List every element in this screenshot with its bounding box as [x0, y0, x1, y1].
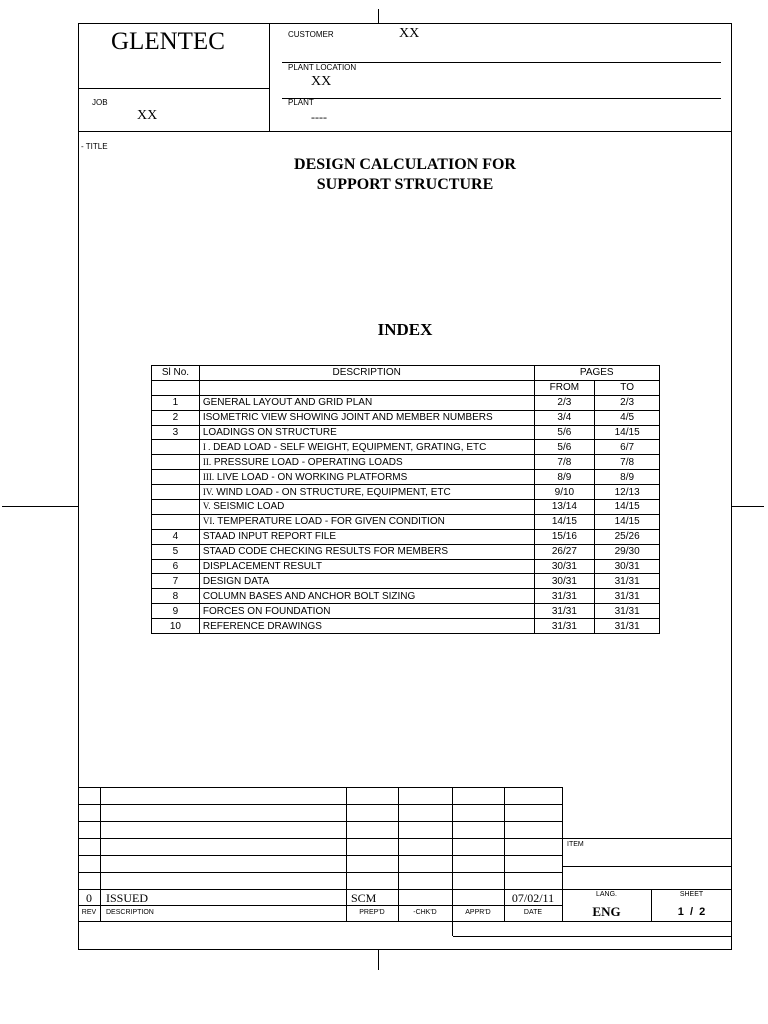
index-sl [152, 440, 200, 455]
rev-date: 07/02/11 [511, 891, 555, 905]
index-row [152, 574, 660, 589]
company-block-line [78, 88, 269, 89]
index-row [152, 619, 660, 634]
index-sl [152, 500, 200, 515]
plant-location-line [282, 98, 721, 99]
index-description [199, 440, 534, 455]
index-to: 2/3 [595, 395, 660, 410]
sheet-value: 1 / 2 [677, 906, 706, 918]
index-row [152, 500, 660, 515]
index-row [152, 604, 660, 619]
registration-mark-bottom [378, 950, 379, 970]
col-to-header: TO [595, 380, 660, 395]
index-sl: 1 [152, 395, 200, 410]
index-to: 31/31 [595, 604, 660, 619]
registration-mark-left [2, 506, 78, 507]
index-header-row [152, 366, 660, 381]
index-sl [152, 470, 200, 485]
index-to: 4/5 [595, 410, 660, 425]
index-from: 31/31 [534, 604, 595, 619]
registration-mark-top [378, 9, 379, 23]
index-row [152, 529, 660, 544]
index-from: 9/10 [534, 485, 595, 500]
index-description [199, 604, 534, 619]
index-sl [152, 455, 200, 470]
index-sl: 9 [152, 604, 200, 619]
index-row [152, 455, 660, 470]
description-label: DESCRIPTION [106, 909, 154, 916]
index-description [199, 470, 534, 485]
index-to: 14/15 [595, 514, 660, 529]
apprd-label: APPR'D [465, 909, 491, 916]
prepd-label: PREP'D [359, 909, 385, 916]
index-sl: 8 [152, 589, 200, 604]
index-sl [152, 485, 200, 500]
description-text: ISOMETRIC VIEW SHOWING JOINT AND MEMBER NUMBERS [202, 412, 493, 424]
index-from: 31/31 [534, 589, 595, 604]
index-from: 2/3 [534, 395, 595, 410]
plant-label: PLANT [288, 98, 314, 107]
description-text: LOADINGS ON STRUCTURE [202, 427, 337, 438]
index-description [199, 485, 534, 500]
company-name: GLENTEC [111, 28, 225, 55]
index-to: 7/8 [595, 455, 660, 470]
rev-line [78, 838, 732, 839]
col-sl-header: Sl No. [152, 366, 200, 381]
plant-value: ---- [311, 110, 327, 124]
header-divider [269, 23, 270, 131]
index-to: 14/15 [595, 500, 660, 515]
index-from: 3/4 [534, 410, 595, 425]
description-text: REFERENCE DRAWINGS [202, 620, 322, 632]
index-row [152, 470, 660, 485]
index-heading: INDEX [377, 320, 433, 339]
index-row [152, 425, 660, 440]
rev-col-line [398, 787, 399, 921]
description-text: SEISMIC LOAD [213, 501, 285, 513]
index-to: 29/30 [595, 544, 660, 559]
index-description [199, 559, 534, 574]
index-description [199, 619, 534, 634]
index-sl [152, 514, 200, 529]
index-description [199, 589, 534, 604]
index-from: 26/27 [534, 544, 595, 559]
document-title-line1: DESIGN CALCULATION FOR [294, 156, 516, 173]
index-from: 5/6 [534, 440, 595, 455]
rev-line [78, 889, 732, 890]
description-text: COLUMN BASES AND ANCHOR BOLT SIZING [202, 590, 416, 602]
index-to: 12/13 [595, 485, 660, 500]
index-to: 31/31 [595, 574, 660, 589]
index-description [199, 395, 534, 410]
rev-line [78, 787, 562, 788]
customer-value: XX [399, 26, 420, 41]
rev-prepd: SCM [351, 891, 377, 905]
roman-numeral: II. [202, 456, 212, 467]
col-from-header: FROM [534, 380, 595, 395]
rev-number: 0 [86, 891, 92, 905]
index-row [152, 589, 660, 604]
description-text: LIVE LOAD - ON WORKING PLATFORMS [216, 471, 408, 483]
index-to: 30/31 [595, 559, 660, 574]
index-from: 15/16 [534, 529, 595, 544]
roman-numeral: V. [202, 501, 211, 512]
rev-line [78, 855, 562, 856]
item-bottom-line [562, 866, 732, 867]
description-text: WIND LOAD - ON STRUCTURE, EQUIPMENT, ETC [216, 486, 451, 498]
index-from: 8/9 [534, 470, 595, 485]
index-sl: 6 [152, 559, 200, 574]
index-to: 14/15 [595, 425, 660, 440]
index-description [199, 574, 534, 589]
roman-numeral: IV. [202, 486, 214, 497]
col-description-header: DESCRIPTION [199, 366, 534, 381]
index-to: 31/31 [595, 619, 660, 634]
rev-line [78, 872, 562, 873]
plant-location-label: PLANT LOCATION [288, 63, 357, 72]
index-row [152, 544, 660, 559]
rev-col-line [562, 787, 563, 921]
date-label: DATE [523, 909, 543, 916]
index-sl: 3 [152, 425, 200, 440]
description-text: PRESSURE LOAD - OPERATING LOADS [213, 456, 403, 468]
description-text: DEAD LOAD - SELF WEIGHT, EQUIPMENT, GRATING, ETC [213, 441, 487, 453]
roman-numeral: III. [202, 471, 215, 482]
index-row [152, 514, 660, 529]
index-from: 7/8 [534, 455, 595, 470]
item-label: ITEM [567, 841, 584, 848]
sheet-label: SHEET [679, 891, 704, 898]
rev-bottom-line [78, 921, 732, 922]
index-description [199, 514, 534, 529]
chkd-label: -CHK'D [413, 909, 437, 916]
index-description [199, 410, 534, 425]
plant-location-value: XX [311, 74, 332, 89]
rev-label-line [78, 905, 562, 906]
index-description [199, 425, 534, 440]
description-text: GENERAL LAYOUT AND GRID PLAN [202, 397, 373, 409]
registration-mark-right [732, 506, 764, 507]
index-row [152, 485, 660, 500]
footer-line [453, 936, 732, 937]
index-to: 25/26 [595, 529, 660, 544]
index-description [199, 544, 534, 559]
description-text: STAAD CODE CHECKING RESULTS FOR MEMBERS [202, 546, 449, 558]
index-sl: 2 [152, 410, 200, 425]
index-sl: 4 [152, 529, 200, 544]
index-sl: 5 [152, 544, 200, 559]
index-from: 30/31 [534, 574, 595, 589]
index-from: 5/6 [534, 425, 595, 440]
index-table [151, 365, 660, 634]
rev-label: REV [81, 909, 97, 916]
lang-value: ENG [592, 904, 621, 919]
description-text: DISPLACEMENT RESULT [202, 561, 322, 573]
col-pages-header: PAGES [534, 366, 660, 381]
index-sl: 7 [152, 574, 200, 589]
index-description [199, 529, 534, 544]
job-value: XX [137, 108, 158, 123]
index-row [152, 440, 660, 455]
index-from: 30/31 [534, 559, 595, 574]
job-label: JOB [92, 98, 108, 107]
index-to: 31/31 [595, 589, 660, 604]
roman-numeral: I . [202, 441, 211, 452]
document-title-line2: SUPPORT STRUCTURE [316, 176, 494, 193]
index-row [152, 559, 660, 574]
index-sl: 10 [152, 619, 200, 634]
index-from: 13/14 [534, 500, 595, 515]
index-subheader-row [152, 380, 660, 395]
rev-line [78, 821, 562, 822]
header-bottom-line [78, 131, 732, 132]
index-row [152, 410, 660, 425]
index-description [199, 455, 534, 470]
customer-label: CUSTOMER [288, 30, 334, 39]
index-from: 14/15 [534, 514, 595, 529]
index-description [199, 500, 534, 515]
lang-label: LANG. [595, 891, 617, 898]
index-to: 8/9 [595, 470, 660, 485]
description-text: DESIGN DATA [202, 575, 270, 587]
roman-numeral: VI. [202, 516, 215, 527]
index-row [152, 395, 660, 410]
index-from: 31/31 [534, 619, 595, 634]
rev-line [78, 804, 562, 805]
rev-col-line [100, 787, 101, 921]
rev-col-line [346, 787, 347, 921]
description-text: FORCES ON FOUNDATION [202, 605, 331, 617]
title-label: - TITLE [81, 142, 108, 151]
index-to: 6/7 [595, 440, 660, 455]
description-text: TEMPERATURE LOAD - FOR GIVEN CONDITION [217, 516, 445, 528]
rev-description: ISSUED [106, 891, 149, 905]
description-text: STAAD INPUT REPORT FILE [202, 531, 337, 543]
